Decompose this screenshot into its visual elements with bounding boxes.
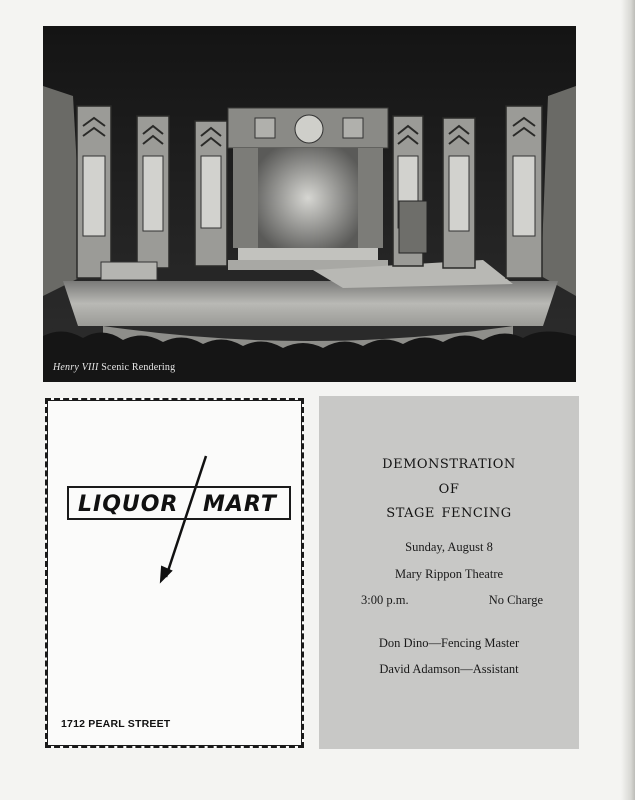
event-title-line2: of	[438, 476, 460, 498]
store-address: 1712 PEARL STREET	[61, 718, 171, 730]
event-venue: Mary Rippon Theatre	[394, 567, 504, 581]
rendering-caption	[53, 362, 175, 373]
event-date: Sunday, August 8	[405, 540, 493, 554]
fencing-master: Don Dino—Fencing Master	[378, 636, 520, 650]
fencing-demonstration-panel	[319, 396, 579, 749]
page-edge	[621, 0, 635, 800]
caption-title: Henry VIII	[53, 362, 99, 373]
logo-word-mart: MART	[203, 492, 277, 517]
scenic-rendering-image	[43, 26, 576, 382]
caption-text: Scenic Rendering	[98, 362, 176, 373]
event-title-line3: stage fencing	[386, 500, 512, 522]
event-time: 3:00 p.m.	[361, 593, 409, 607]
event-charge: No Charge	[488, 593, 543, 607]
liquor-mart-ad	[45, 398, 304, 748]
event-title-line1: demonstration	[382, 451, 516, 473]
liquor-mart-logo	[67, 486, 291, 520]
logo-word-liquor: LIQUOR	[78, 492, 179, 517]
fencing-assistant: David Adamson—Assistant	[379, 662, 519, 676]
arrow-down-icon	[48, 401, 307, 751]
